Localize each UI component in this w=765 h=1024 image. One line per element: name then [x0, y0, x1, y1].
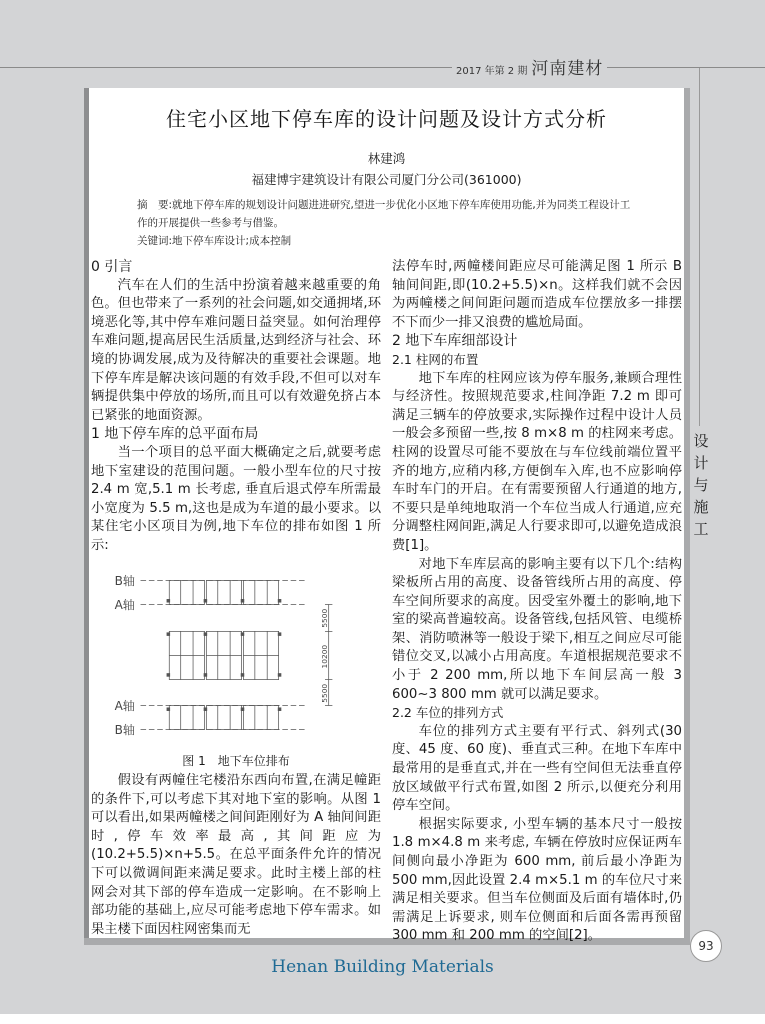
heading-intro: 0 引言 — [91, 259, 133, 275]
dimension-label: 10200 — [319, 644, 329, 668]
paragraph: 假设有两幢住宅楼沿东西向布置,在满足幢距的条件下,可以考虑下其对地下室的影响。从图 1 可以看出,如果两幢楼之间间距刚好为 A 轴间间距时,停车效率最高,其间距应为 (10.2+5.5)×n+5.5。在总平面条件允许的情况下可以微调间距来满足要求。此时主楼上部的柱网会对其下部的停车造成一定影响。在不影响上部功能的基础上,应尽可能考虑地下停车需求。如果主楼下面因柱网密集而无 — [91, 773, 381, 937]
dimension-label: 5500 — [319, 608, 329, 628]
section-tag-char: 工 — [693, 520, 709, 538]
figure-caption: 图 1 地下车位排布 — [182, 753, 290, 768]
column-marker — [241, 707, 244, 710]
parking-block — [169, 705, 204, 729]
parking-block — [206, 580, 241, 604]
paragraph: 对地下车库层高的影响主要有以下几个:结构梁板所占用的高度、设备管线所占用的高度、停车空间所要求的高度。因受室外覆土的影响,地下室的梁高普遍较高。设备管线,包括风管、电缆桥架、消防喷淋等一般设于梁下,相互之间应尽可能错位交叉,以减小占用高度。车道根据规范要求不小于 2 200 mm,所以地下车间层高一般 3 600~3 800 mm 就可以满足要求。 — [392, 556, 682, 702]
column-marker — [167, 707, 170, 710]
left-column — [91, 258, 381, 939]
section-tag-char: 与 — [693, 476, 709, 494]
a-axis-label-bottom: A轴 — [114, 698, 135, 713]
paragraph: 汽车在人们的生活中扮演着越来越重要的角色。但也带来了一系列的社会问题,如交通拥堵,环境恶化等,其中停车难问题日益突显。如何治理停车难问题,提高居民生活质量,达到经济与社会、环境的协调发展,成为及待解决的重要社会课题。地下停车库是解决该问题的有效手段,不但可以对车辆提供集中停放的场所,而且可以有效避免挤占本已紧张的地面资源。 — [91, 277, 381, 423]
column-marker — [278, 707, 281, 710]
column-marker — [241, 673, 244, 676]
paragraph: 地下车库的柱网应该为停车服务,兼顾合理性与经济性。按照规范要求,柱间净距 7.2 m 即可满足三辆车的停放要求,实际操作过程中设计人员一般会多预留一些,按 8 m×8 m 的柱网来考虑。柱网的设置尽可能不要放在与车位线前端位置平齐的地方,应稍内移,方便倒车入库,也不应影响停车时车门的开启。在有需要预留人行通道的地方,不要只是单纯地取消一个车位当成人行通道,应充分调整柱网间距,满足人行要求即可,以避免造成浪费[1]。 — [392, 370, 682, 553]
column-marker — [167, 599, 170, 602]
parking-block — [243, 705, 278, 729]
parking-block — [243, 580, 278, 604]
section-tag — [691, 430, 711, 540]
abstract-block — [137, 196, 637, 250]
page-edge — [0, 1014, 765, 1024]
column-marker — [278, 632, 281, 635]
heading-section-2-2: 2.2 车位的排列方式 — [392, 705, 504, 721]
heading-section-1: 1 地下停车库的总平面布局 — [91, 426, 259, 443]
column-marker — [167, 673, 170, 676]
heading-section-2-1: 2.1 柱网的布置 — [392, 351, 479, 367]
column-marker — [204, 599, 207, 602]
parking-block — [169, 580, 204, 604]
journal-name: 河南建材 — [531, 59, 604, 79]
issue-label: 2017 年第 2 期 — [456, 66, 528, 77]
right-column — [392, 258, 682, 946]
column-marker — [241, 632, 244, 635]
heading-section-2: 2 地下车库细部设计 — [392, 333, 518, 350]
affiliation: 福建博宇建筑设计有限公司厦门分公司(361000) — [251, 172, 522, 187]
section-tag-char: 设 — [693, 432, 709, 450]
b-axis-label-top: B轴 — [114, 573, 135, 588]
author: 林建鸿 — [367, 151, 406, 166]
keywords: 关键词:地下停车库设计;成本控制 — [137, 235, 292, 247]
paragraph: 根据实际要求, 小型车辆的基本尺寸一般按 1.8 m×4.8 m 来考虑, 车辆在停放时应保证两车间侧向最小净距为 600 mm, 前后最小净距为 500 mm,因此设置 2.4 m×5.1 m 的车位尺寸来满足相关要求。但当车位侧面及后面有墙体时,仍需满足上诉要求, 则车位侧面和后面各需再预留 300 mm 和 200 mm 的空间[2]。 — [392, 816, 682, 944]
column-marker — [278, 673, 281, 676]
paragraph: 车位的排列方式主要有平行式、斜列式(30 度、45 度、60 度)、垂直式三种。在地下车库中最常用的是垂直式,并在一些有空间但无法垂直停放区域做平行式布置,如图 2 所示,以便充分利用停车空间。 — [392, 723, 682, 814]
section-tag-char: 施 — [693, 498, 709, 516]
a-axis-label-top: A轴 — [114, 597, 135, 612]
paragraph: 当一个项目的总平面大概确定之后,就要考虑地下室建设的范围问题。一般小型车位的尺寸按 2.4 m 宽,5.1 m 长考虑, 垂直后退式停车所需最小宽度为 5.5 m,这也是成为车道的最小要求。以某住宅小区项目为例,地下车位的排布如图 1 所示: — [91, 444, 381, 553]
section-tag-char: 计 — [693, 454, 709, 472]
column-marker — [204, 707, 207, 710]
b-axis-label-bottom: B轴 — [114, 722, 135, 737]
column-marker — [204, 632, 207, 635]
article-title: 住宅小区地下停车库的设计问题及设计方式分析 — [166, 107, 607, 131]
abstract: 摘 要:就地下停车库的规划设计问题进进研究,望进一步优化小区地下停车库使用功能,并为同类工程设计工作的开展提供一些参考与借鉴。 — [137, 199, 631, 229]
figure-parking-layout — [91, 560, 381, 750]
masthead — [452, 54, 607, 79]
footer-journal-name: Henan Building Materials — [271, 957, 494, 977]
parking-block — [206, 705, 241, 729]
column-marker — [167, 632, 170, 635]
paragraph: 法停车时,两幢楼间距应尽可能满足图 1 所示 B 轴间间距,即(10.2+5.5)×n。这样我们就不会因为两幢楼之间间距问题而造成车位摆放多一排摆不下而少一排又浪费的尴尬局面。 — [392, 259, 682, 330]
column-marker — [241, 599, 244, 602]
column-marker — [278, 599, 281, 602]
page-number: 93 — [690, 930, 722, 962]
side-rule — [699, 68, 700, 426]
column-marker — [204, 673, 207, 676]
header-rule — [0, 67, 765, 68]
dimension-label: 5500 — [319, 683, 329, 703]
sheet-shadow — [684, 88, 690, 938]
